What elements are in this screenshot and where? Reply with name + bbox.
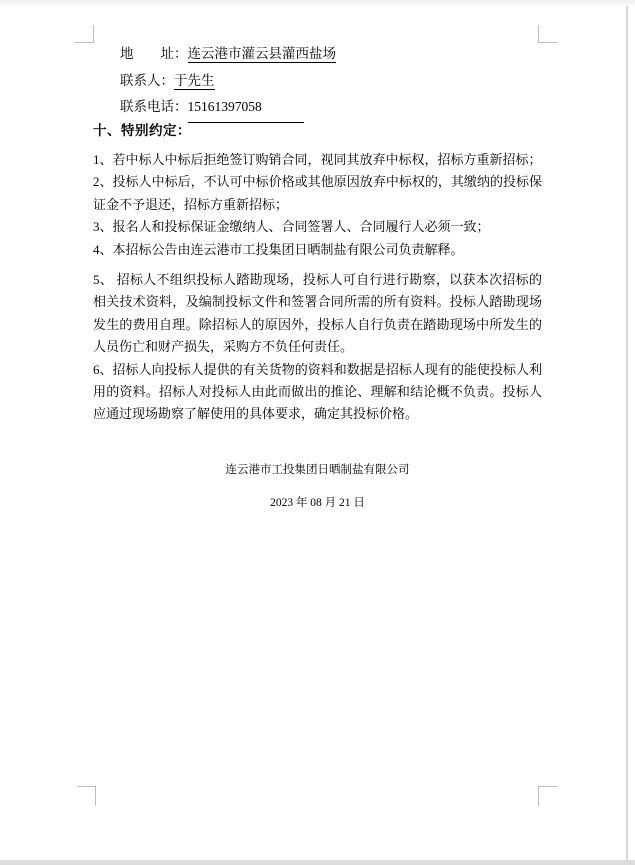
margin-mark-top-left <box>75 25 94 43</box>
signature-company-name: 连云港市工投集团日晒制盐有限公司 <box>225 464 410 476</box>
clause-3: 3、报名人和投标保证金缴纳人、合同签署人、合同履行人必须一致； <box>93 219 490 235</box>
page-bottom-strip <box>0 860 635 865</box>
contact-person-label: 联系人： <box>120 72 174 88</box>
address-value: 连云港市灌云县灌西盐场 <box>187 46 336 61</box>
clause-list <box>93 149 542 426</box>
clause-1: 1、若中标人中标后拒绝签订购销合同，视同其放弃中标权，招标方重新招标； <box>93 152 542 167</box>
phone-value: 15161397058 <box>188 94 304 123</box>
margin-mark-top-right <box>538 25 557 43</box>
section-heading-special-provisions: 十、特别约定： <box>93 123 191 138</box>
contact-person-value: 于先生 <box>174 72 215 88</box>
clause-5: 5、 招标人不组织投标人踏勘现场，投标人可自行进行勘察，以获本次招标的相关技术资料，及编制投标文件和签署合同所需的所有资料。投标人踏勘现场发生的费用自理。除招标人的原因外，投标人自行负责在踏勘现场中所发生的人员伤亡和财产损失，采购方不负任何责任。 <box>93 272 542 355</box>
signature-block <box>93 461 542 510</box>
contact-person-line <box>120 68 336 95</box>
page-top-shadow <box>0 0 635 7</box>
phone-label: 联系电话： <box>120 99 188 114</box>
address-line <box>120 41 336 68</box>
clause-6: 6、招标人向投标人提供的有关货物的资料和数据是招标人现有的能使投标人利用的资料。招标人对投标人由此而做出的推论、理解和结论概不负责。投标人应通过现场勘察了解使用的具体要求，确定其投标价格。 <box>93 361 542 422</box>
address-label: 地 址： <box>120 46 188 61</box>
clause-2: 2、投标人中标后，不认可中标价格或其他原因放弃中标权的，其缴纳的投标保证金不予退还，招标方重新招标； <box>93 174 542 212</box>
clause-4: 4、本招标公告由连云港市工投集团日晒制盐有限公司负责解释。 <box>93 241 464 257</box>
margin-mark-bottom-right <box>538 786 557 806</box>
signature-date: 2023 年 08 月 21 日 <box>270 497 365 509</box>
contact-info-block <box>120 41 336 121</box>
margin-mark-bottom-left <box>77 786 96 806</box>
phone-line <box>120 94 336 121</box>
page-right-edge-line <box>626 6 628 860</box>
